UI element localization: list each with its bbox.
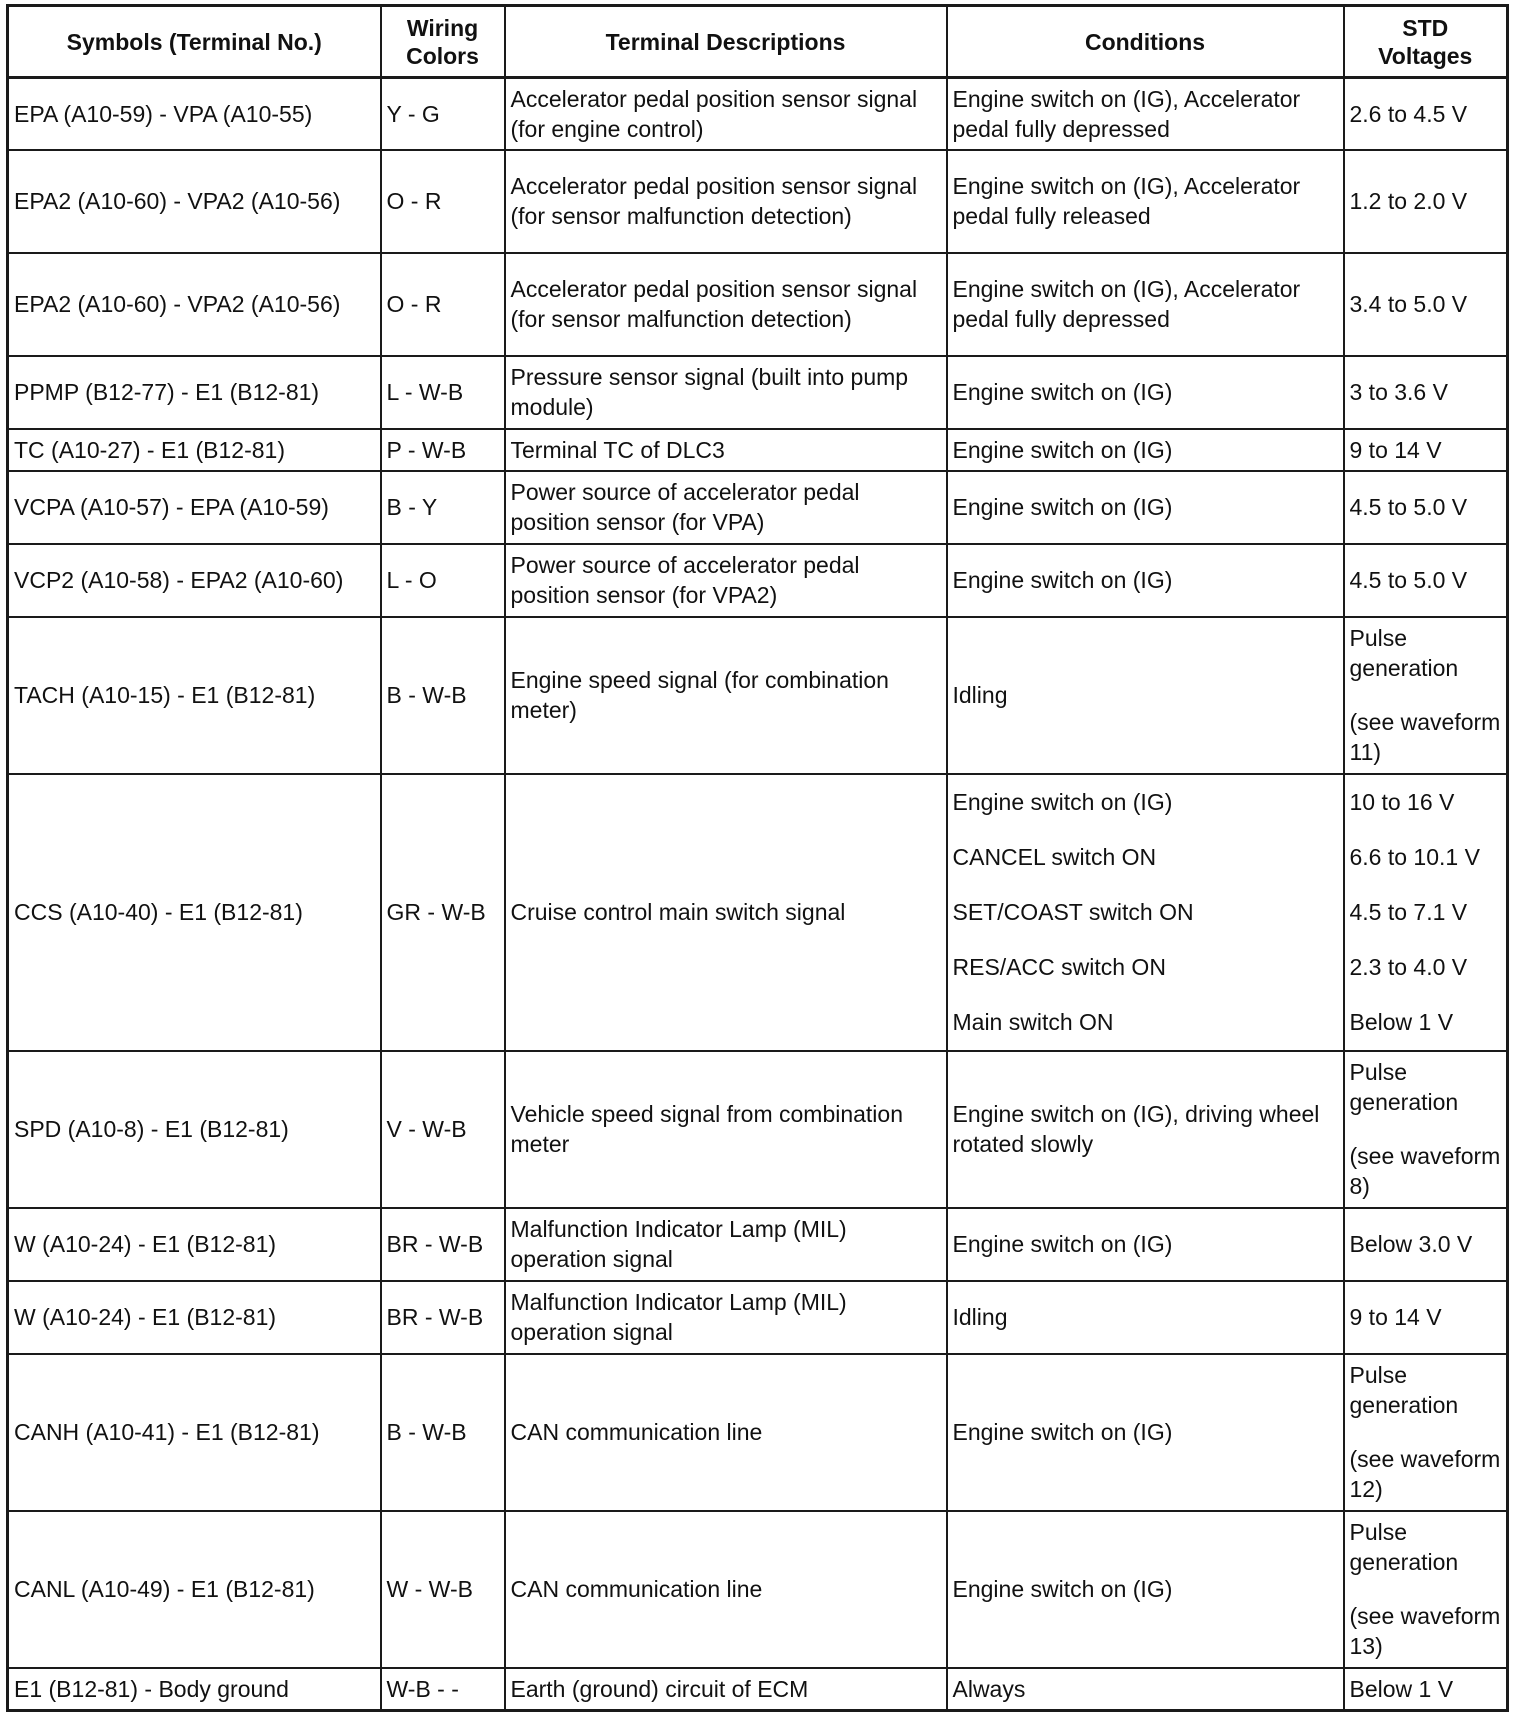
table-row	[8, 429, 1508, 471]
table-row	[8, 1208, 1508, 1281]
cell-description: Accelerator pedal position sensor signal (for sensor malfunction detection)	[505, 253, 947, 356]
cell-voltage-list	[1344, 774, 1508, 1051]
cell-description: Power source of accelerator pedal position sensor (for VPA2)	[505, 544, 947, 617]
table-row	[8, 1511, 1508, 1668]
cell-wiring: B - W-B	[381, 617, 505, 774]
cell-voltage: 3 to 3.6 V	[1344, 356, 1508, 429]
cell-wiring: W - W-B	[381, 1511, 505, 1668]
cell-symbol: VCPA (A10-57) - EPA (A10-59)	[8, 471, 381, 544]
cell-description: Vehicle speed signal from combination meter	[505, 1051, 947, 1208]
voltage-waveform-note: (see waveform 8)	[1349, 1143, 1501, 1199]
cell-wiring: V - W-B	[381, 1051, 505, 1208]
voltage-pulse-text: Pulse generation	[1349, 625, 1459, 681]
cell-condition: Engine switch on (IG)	[947, 471, 1344, 544]
header-wiring	[381, 6, 505, 78]
condition-item: CANCEL switch ON	[952, 843, 1157, 870]
cell-description: Accelerator pedal position sensor signal (for engine control)	[505, 78, 947, 150]
table-row	[8, 1051, 1508, 1208]
cell-voltage: Below 1 V	[1344, 1668, 1508, 1711]
table-row	[8, 1281, 1508, 1354]
cell-wiring: B - Y	[381, 471, 505, 544]
cell-condition: Idling	[947, 1281, 1344, 1354]
cell-voltage: 9 to 14 V	[1344, 1281, 1508, 1354]
header-symbols: Symbols (Terminal No.)	[8, 6, 381, 78]
cell-description: Malfunction Indicator Lamp (MIL) operation signal	[505, 1281, 947, 1354]
cell-voltage: 1.2 to 2.0 V	[1344, 150, 1508, 253]
cell-wiring: L - W-B	[381, 356, 505, 429]
condition-item: Engine switch on (IG)	[952, 788, 1173, 815]
condition-item: SET/COAST switch ON	[952, 898, 1194, 925]
cell-voltage: 9 to 14 V	[1344, 429, 1508, 471]
cell-condition: Engine switch on (IG)	[947, 544, 1344, 617]
cell-voltage: 4.5 to 5.0 V	[1344, 544, 1508, 617]
cell-symbol: CCS (A10-40) - E1 (B12-81)	[8, 774, 381, 1051]
cell-description: Accelerator pedal position sensor signal (for sensor malfunction detection)	[505, 150, 947, 253]
table-row	[8, 544, 1508, 617]
cell-voltage	[1344, 1051, 1508, 1208]
cell-wiring: B - W-B	[381, 1354, 505, 1511]
cell-condition: Engine switch on (IG), driving wheel rotated slowly	[947, 1051, 1344, 1208]
cell-symbol: TC (A10-27) - E1 (B12-81)	[8, 429, 381, 471]
voltage-pulse-text: Pulse generation	[1349, 1059, 1459, 1115]
cell-wiring: GR - W-B	[381, 774, 505, 1051]
cell-voltage: 4.5 to 5.0 V	[1344, 471, 1508, 544]
cell-condition: Engine switch on (IG)	[947, 1511, 1344, 1668]
header-row	[8, 6, 1508, 78]
cell-condition: Always	[947, 1668, 1344, 1711]
voltage-pulse-text: Pulse generation	[1349, 1362, 1459, 1418]
cell-description: CAN communication line	[505, 1354, 947, 1511]
cell-symbol: SPD (A10-8) - E1 (B12-81)	[8, 1051, 381, 1208]
voltage-item: 2.3 to 4.0 V	[1349, 953, 1468, 980]
cell-condition: Engine switch on (IG)	[947, 429, 1344, 471]
header-wiring-line2: Colors	[406, 42, 479, 69]
table-row	[8, 150, 1508, 253]
table-row	[8, 1354, 1508, 1511]
cell-symbol: W (A10-24) - E1 (B12-81)	[8, 1281, 381, 1354]
cell-symbol: CANH (A10-41) - E1 (B12-81)	[8, 1354, 381, 1511]
cell-symbol: VCP2 (A10-58) - EPA2 (A10-60)	[8, 544, 381, 617]
header-descriptions: Terminal Descriptions	[505, 6, 947, 78]
cell-symbol: PPMP (B12-77) - E1 (B12-81)	[8, 356, 381, 429]
table-row	[8, 253, 1508, 356]
table-row	[8, 471, 1508, 544]
voltage-waveform-note: (see waveform 12)	[1349, 1446, 1501, 1502]
cell-wiring: BR - W-B	[381, 1281, 505, 1354]
cell-condition: Idling	[947, 617, 1344, 774]
cell-voltage: 3.4 to 5.0 V	[1344, 253, 1508, 356]
cell-wiring: P - W-B	[381, 429, 505, 471]
table-row	[8, 774, 1508, 1051]
cell-voltage	[1344, 617, 1508, 774]
cell-condition: Engine switch on (IG)	[947, 1208, 1344, 1281]
cell-wiring: L - O	[381, 544, 505, 617]
cell-condition: Engine switch on (IG)	[947, 1354, 1344, 1511]
cell-symbol: EPA2 (A10-60) - VPA2 (A10-56)	[8, 150, 381, 253]
table-row	[8, 1668, 1508, 1711]
cell-wiring: O - R	[381, 253, 505, 356]
condition-item: Main switch ON	[952, 1008, 1114, 1035]
header-std-voltages	[1344, 6, 1508, 78]
header-wiring-line1: Wiring	[406, 14, 479, 41]
cell-description: Pressure sensor signal (built into pump module)	[505, 356, 947, 429]
header-std-line2: Voltages	[1378, 42, 1473, 69]
cell-wiring: Y - G	[381, 78, 505, 150]
voltage-item: 10 to 16 V	[1349, 788, 1455, 815]
cell-wiring: BR - W-B	[381, 1208, 505, 1281]
header-std-line1: STD	[1402, 14, 1449, 41]
cell-voltage: Below 3.0 V	[1344, 1208, 1508, 1281]
cell-symbol: W (A10-24) - E1 (B12-81)	[8, 1208, 381, 1281]
cell-description: Power source of accelerator pedal position sensor (for VPA)	[505, 471, 947, 544]
cell-symbol: CANL (A10-49) - E1 (B12-81)	[8, 1511, 381, 1668]
ecm-terminal-table	[6, 4, 1509, 1712]
cell-wiring: O - R	[381, 150, 505, 253]
voltage-waveform-note: (see waveform 11)	[1349, 709, 1501, 765]
table-row	[8, 356, 1508, 429]
cell-symbol: E1 (B12-81) - Body ground	[8, 1668, 381, 1711]
cell-condition: Engine switch on (IG), Accelerator pedal fully released	[947, 150, 1344, 253]
cell-symbol: EPA (A10-59) - VPA (A10-55)	[8, 78, 381, 150]
voltage-pulse-text: Pulse generation	[1349, 1519, 1459, 1575]
condition-item: RES/ACC switch ON	[952, 953, 1166, 980]
cell-condition: Engine switch on (IG), Accelerator pedal fully depressed	[947, 253, 1344, 356]
voltage-item: Below 1 V	[1349, 1008, 1454, 1035]
cell-voltage	[1344, 1354, 1508, 1511]
cell-symbol: EPA2 (A10-60) - VPA2 (A10-56)	[8, 253, 381, 356]
voltage-item: 6.6 to 10.1 V	[1349, 843, 1480, 870]
cell-condition: Engine switch on (IG), Accelerator pedal fully depressed	[947, 78, 1344, 150]
cell-description: Cruise control main switch signal	[505, 774, 947, 1051]
cell-description: Malfunction Indicator Lamp (MIL) operation signal	[505, 1208, 947, 1281]
cell-description: Earth (ground) circuit of ECM	[505, 1668, 947, 1711]
cell-condition: Engine switch on (IG)	[947, 356, 1344, 429]
terminal-table-container	[6, 4, 1509, 1712]
cell-wiring: W-B - -	[381, 1668, 505, 1711]
voltage-item: 4.5 to 7.1 V	[1349, 898, 1468, 925]
header-conditions: Conditions	[947, 6, 1344, 78]
cell-description: Terminal TC of DLC3	[505, 429, 947, 471]
cell-description: Engine speed signal (for combination meter)	[505, 617, 947, 774]
cell-symbol: TACH (A10-15) - E1 (B12-81)	[8, 617, 381, 774]
cell-condition-list	[947, 774, 1344, 1051]
voltage-waveform-note: (see waveform 13)	[1349, 1603, 1501, 1659]
cell-voltage	[1344, 1511, 1508, 1668]
cell-voltage: 2.6 to 4.5 V	[1344, 78, 1508, 150]
cell-description: CAN communication line	[505, 1511, 947, 1668]
table-row	[8, 78, 1508, 150]
table-row	[8, 617, 1508, 774]
